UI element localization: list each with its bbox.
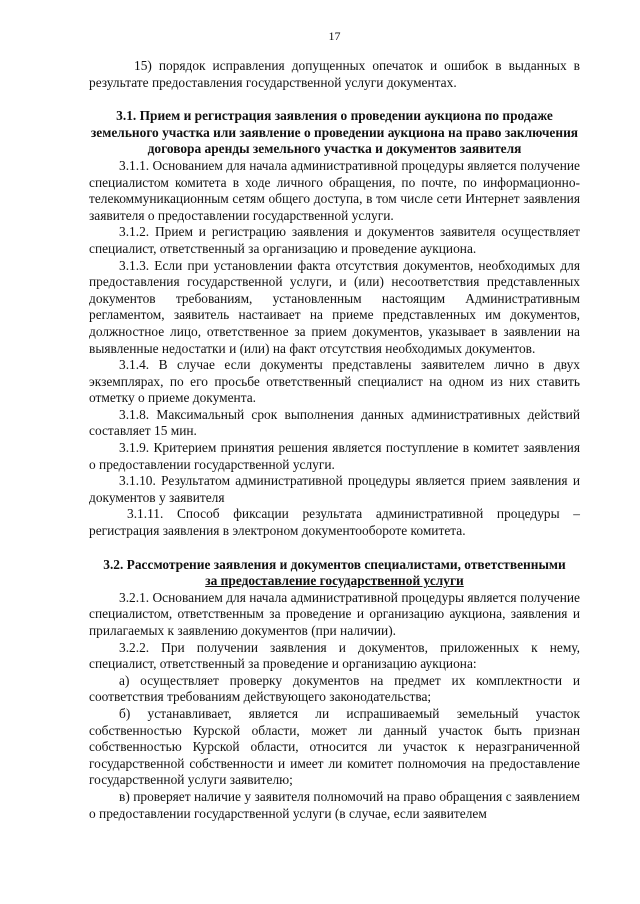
page-number: 17 — [328, 29, 341, 43]
list-item-a: а) осуществляет проверку документов на предмет их комплектности и соответствия требованиям действующего законодательства; — [89, 672, 580, 705]
document-page — [89, 28, 580, 822]
paragraph-3-1-2: 3.1.2. Прием и регистрацию заявления и документов заявителя осуществляет специалист, ответственный за организацию и проведение аукциона. — [89, 224, 580, 256]
paragraph-3-1-8: 3.1.8. Максимальный срок выполнения данных административных действий составляет 15 мин. — [89, 406, 580, 439]
paragraph-3-1-4: 3.1.4. В случае если документы представлены заявителем лично в двух экземплярах, по его просьбе ответственный специалист на одном из них ставить отметку о приеме документа. — [89, 357, 580, 406]
paragraph-3-1-3: 3.1.3. Если при установлении факта отсутствия документов, необходимых для предоставления государственной услуги, и (или) несоответствия представленных документов требованиям, установленным настоящим Административным регламентом, заявитель настаивает на приеме представленных им документов, должностное лицо, ответственное за прием документов, указывает в заявлении на выявленные недостатки и (или) на факт отсутствия необходимых документов. — [89, 257, 580, 356]
paragraph-3-1-10: 3.1.10. Результатом административной процедуры является прием заявления и документов у заявителя — [89, 473, 580, 505]
paragraph-3-1-9: 3.1.9. Критерием принятия решения является поступление в комитет заявления о предоставлении государственной услуги. — [89, 440, 580, 472]
section-3-1-heading: 3.1. Прием и регистрация заявления о проведении аукциона по продаже земельного участка или заявление о проведении аукциона на право заключения договора аренды земельного участка и документов заявителя — [90, 108, 579, 157]
paragraph-3-1-11: 3.1.11. Способ фиксации результата административной процедуры – регистрация заявления в электроном документообороте комитета. — [89, 506, 580, 539]
intro-list-item: 15) порядок исправления допущенных опечаток и ошибок в выданных в результате предоставления государственной услуги документах. — [89, 58, 580, 90]
paragraph-3-1-1: 3.1.1. Основанием для начала административной процедуры является получение специалистом комитета в ходе личного обращения, по почте, по информационно-телекоммуникационным сетям общего доступа, в том числе сети Интернет заявления заявителя о предоставлении государственной услуги. — [89, 157, 580, 223]
paragraph-3-2-2: 3.2.2. При получении заявления и документов, приложенных к нему, специалист, ответственный за проведение и организацию аукциона: — [89, 639, 580, 672]
paragraph-3-2-1: 3.2.1. Основанием для начала административной процедуры является получение специалистом, ответственным за проведение и организацию аукциона, заявления и прилагаемых к заявлению документов (при наличии). — [89, 589, 580, 638]
list-item-b: б) устанавливает, является ли испрашиваемый земельный участок собственностью Курской области, может ли данный участок быть признан собственностью Курской области, относится ли участок к неразграниченной государственной собственности и имеет ли комитет полномочия на предоставление государственной услуги заявителю; — [89, 705, 580, 788]
section-3-2-heading — [89, 557, 580, 590]
list-item-v: в) проверяет наличие у заявителя полномочий на право обращения с заявлением о предоставлении государственной услуги (в случае, если заявителем — [89, 788, 580, 821]
section-3-2-heading-line2: за предоставление государственной услуги — [205, 573, 464, 589]
section-3-2-heading-line1: 3.2. Рассмотрение заявления и документов специалистами, ответственными — [103, 556, 566, 572]
